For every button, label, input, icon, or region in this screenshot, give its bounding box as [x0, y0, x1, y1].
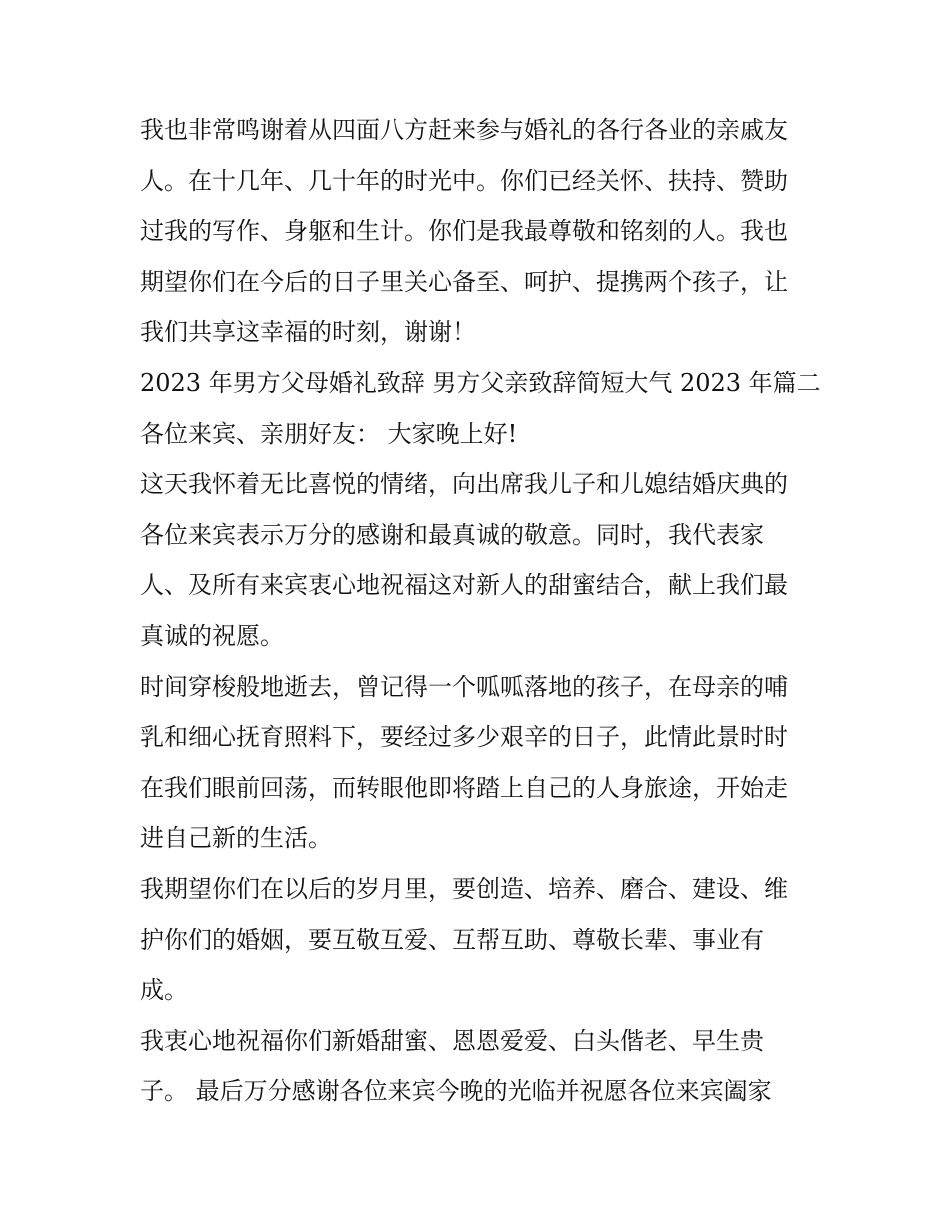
text-line: 期望你们在今后的日子里关心备至、呵护、提携两个孩子，让: [140, 267, 788, 296]
paragraph-expectations: [140, 864, 815, 1016]
text-line: 乳和细心抚育照料下，要经过多少艰辛的日子，此情此景时时: [140, 723, 788, 752]
paragraph-thanks-relatives: [140, 105, 815, 358]
text-line: 成。: [140, 976, 188, 1005]
paragraph-blessing: [140, 1016, 815, 1117]
text-line: 子。 最后万分感谢各位来宾今晚的光临并祝愿各位来宾阖家: [140, 1077, 772, 1106]
text-line: 护你们的婚姻，要互敬互爱、互帮互助、尊敬长辈、事业有: [140, 925, 764, 954]
text-line: 我们共享这幸福的时刻，谢谢！: [140, 318, 476, 347]
text-line: 我也非常鸣谢着从四面八方赶来参与婚礼的各行各业的亲戚友: [140, 116, 788, 144]
text-line: 我期望你们在以后的岁月里，要创造、培养、磨合、建设、维: [140, 874, 788, 903]
paragraph-time-passing: [140, 662, 815, 864]
text-line: 我衷心地祝福你们新婚甜蜜、恩恩爱爱、白头偕老、早生贵: [140, 1026, 764, 1055]
paragraph-gratitude: [140, 459, 815, 661]
heading-line: 2023 年男方父母婚礼致辞 男方父亲致辞简短大气 2023 年篇二: [140, 368, 821, 397]
text-line: 各位来宾、亲朋好友： 大家晚上好!: [140, 419, 518, 448]
text-line: 人。在十几年、几十年的时光中。你们已经关怀、扶持、赞助: [140, 166, 788, 195]
text-line: 这天我怀着无比喜悦的情绪，向出席我儿子和儿媳结婚庆典的: [140, 470, 788, 499]
text-line: 时间穿梭般地逝去，曾记得一个呱呱落地的孩子，在母亲的哺: [140, 672, 788, 701]
paragraph-greeting: [140, 409, 815, 460]
text-line: 人、及所有来宾衷心地祝福这对新人的甜蜜结合，献上我们最: [140, 571, 788, 600]
document-body: [140, 105, 821, 1117]
text-line: 过我的写作、身躯和生计。你们是我最尊敬和铭刻的人。我也: [140, 217, 788, 246]
section-heading: [140, 358, 821, 409]
text-line: 进自己新的生活。: [140, 824, 332, 853]
text-line: 真诚的祝愿。: [140, 621, 284, 650]
text-line: 各位来宾表示万分的感谢和最真诚的敬意。同时，我代表家: [140, 520, 764, 549]
text-line: 在我们眼前回荡，而转眼他即将踏上自己的人身旅途，开始走: [140, 773, 788, 802]
